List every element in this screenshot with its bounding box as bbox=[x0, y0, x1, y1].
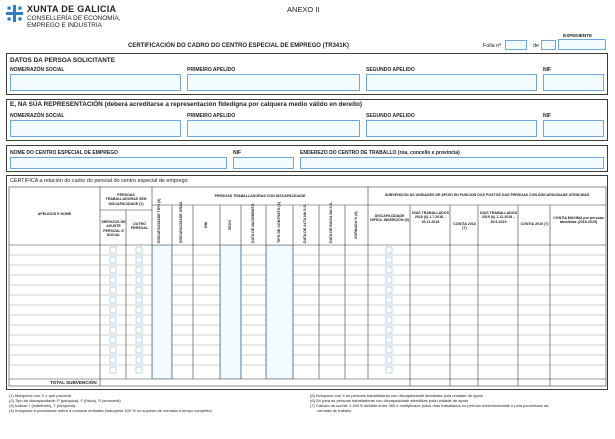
expediente-label: EXPEDIENTE bbox=[563, 33, 593, 38]
col-workday-header: XORNADA % (4) bbox=[354, 211, 358, 239]
de-label: de bbox=[533, 43, 539, 49]
document-title: CERTIFICACIÓN DO CADRO DO CENTRO ESPECIAL DE EMPREGO (TR341K) bbox=[128, 43, 349, 49]
center-name-label: NOME DO CENTRO ESPECIAL DE EMPREGO bbox=[10, 150, 118, 156]
representative-surname2-label: SEGUNDO APELIDO bbox=[366, 113, 415, 119]
annex-title: ANEXO II bbox=[287, 5, 320, 14]
col-days-2018-header: DÍAS TRABALLADOS 2018 (6) 1.7.2018 – 30.11.2018 bbox=[412, 211, 449, 224]
col-sex-header: SEXO bbox=[228, 220, 232, 230]
col-end-date-header: DATA DE BAIXA NA S.S. bbox=[329, 201, 333, 243]
applicant-name-label: NOME/RAZÓN SOCIAL bbox=[10, 67, 65, 73]
group-disability-header: PERSOAS TRABALLADORAS CON DISCAPACIDADE bbox=[214, 194, 306, 198]
representative-title-bold: E, NA SÚA REPRESENTACIÓN bbox=[10, 101, 103, 108]
col-other-header: OUTRO PERSOAL bbox=[130, 222, 149, 231]
org-name: XUNTA DE GALICIA bbox=[27, 4, 117, 14]
table-caption: CERTIFICA a relación do cadro do persoal do centro especial de emprego bbox=[10, 178, 188, 184]
col-difficult-insertion-header: DISCAPACIDADE DIFÍCIL INSERCIÓN (5) bbox=[370, 214, 409, 223]
col-amount-2019-header: CONTÍA 2019 (7) bbox=[520, 222, 549, 226]
footnote-left-4: (4) Indíquese a porcentaxe sobre a xornada ordinaria (indíquese 100 % no suposto de xornada a tempo completo) bbox=[9, 408, 212, 413]
center-address-label: ENDEREZO DO CENTRO DE TRABALLO (rúa, concello e provincia) bbox=[300, 150, 460, 156]
footnote-left-1: (1) Márquese cun X o que proceda bbox=[9, 393, 71, 398]
col-start-date-header: DATA DE ALTA NA S.S. bbox=[303, 204, 307, 243]
applicant-nif-label: NIF bbox=[543, 67, 552, 73]
col-days-2019-header: DÍAS TRABALLADOS 2019 (6) 1.12.2018 – 30.6.2019 bbox=[480, 211, 517, 224]
footnote-right-4: xornada de traballo bbox=[317, 408, 352, 413]
representative-surname1-label: PRIMEIRO APELIDO bbox=[187, 113, 236, 119]
org-department-2: EMPREGO E INDUSTRIA bbox=[27, 22, 102, 29]
footnote-left-3: (3) Indicar: I (indefinido), T (temporal). bbox=[9, 403, 77, 408]
footnote-right-2: (6) Só para as persoas traballadoras con discapacidade atendidas pola unidade de apoio bbox=[310, 398, 469, 403]
col-support-header: SERVIZOS DE AXUSTE PERSOAL E SOCIAL bbox=[101, 220, 126, 238]
applicant-title: DATOS DA PERSOA SOLICITANTE bbox=[10, 57, 115, 64]
col-name-header: APELIDOS E NOME bbox=[37, 212, 72, 216]
org-department: CONSELLERÍA DE ECONOMÍA, bbox=[27, 15, 121, 22]
group-subsidy-header: SUBVENCIÓN ÁS UNIDADES DE APOIO EN FUNCIÓN DOS POSTOS DAS PERSOAS CON DISCAPACIDADE ATENDIDAS bbox=[384, 193, 590, 197]
group-no-disability-header: PERSOAS TRABALLADORAS SEN DISCAPACIDADE (1) bbox=[105, 193, 147, 206]
representative-name-label: NOME/RAZÓN SOCIAL bbox=[10, 113, 65, 119]
col-contract-type-header: TIPO DE CONTRATO (3) bbox=[277, 202, 281, 243]
col-amount-2018-header: CONTÍA 2018 (7) bbox=[453, 222, 476, 231]
col-disability-degree-header: DISCAPACIDADE GRAO bbox=[179, 201, 183, 243]
col-dni-header: DNI bbox=[204, 221, 208, 229]
footnote-right-1: (5) Indíquese cun X as persoas traballadoras con discapacidade atendidas pola unidade de apoio bbox=[310, 393, 484, 398]
representative-title-note: (deberá acreditarse a representación fidedigna por calquera medio válido en dereito) bbox=[102, 101, 363, 108]
folla-label: Folla nº bbox=[483, 43, 502, 49]
representative-nif-label: NIF bbox=[543, 113, 552, 119]
applicant-surname2-label: SEGUNDO APELIDO bbox=[366, 67, 415, 73]
footnote-left-2: (2) Tipo de discapacidade: P (psíquica), F (física), S (sensorial) bbox=[9, 398, 121, 403]
applicant-surname1-label: PRIMEIRO APELIDO bbox=[187, 67, 236, 73]
total-subsidy-label: TOTAL SUBVENCIÓN bbox=[50, 380, 97, 385]
col-birthdate-header: DATA DE NACEMENTO bbox=[251, 203, 255, 243]
col-max-amount-header: CONTÍA MÁXIMA por persoas atendidas (2018-2019) bbox=[553, 216, 604, 225]
col-disability-type-header: DISCAPACIDADE TIPO (2) bbox=[157, 198, 161, 243]
footnote-right-3: (7) Cálculo da contía: 2.400 € dividido entre 360 e multiplicado polos días traballados no período subvencionable e pola porcentaxe da bbox=[310, 403, 549, 408]
center-nif-label: NIF bbox=[233, 150, 242, 156]
